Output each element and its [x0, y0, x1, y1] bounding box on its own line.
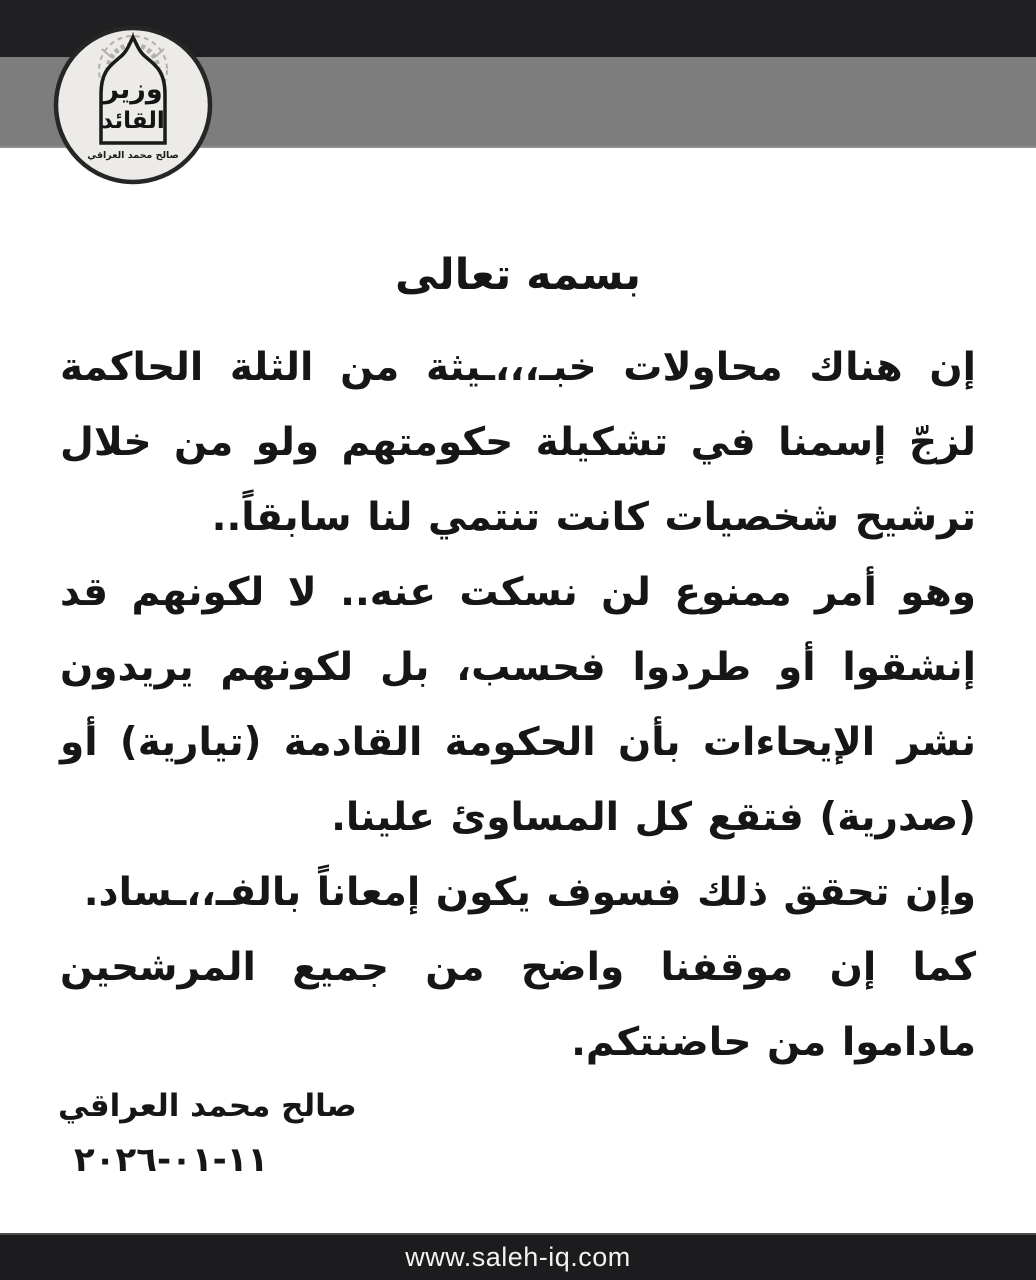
statement-paragraph: وهو أمر ممنوع لن نسكت عنه.. لا لكونهم قد إنشقوا أو طردوا فحسب، بل لكونهم يريدون نشر الإيحاءات بأن الحكومة القادمة (تيارية) أو (صدرية) فتقع كل المساوئ علينا.	[60, 570, 976, 840]
basmala-heading: بسمه تعالى	[395, 250, 641, 300]
logo-calligraphy-line2: القائد	[101, 108, 165, 134]
logo-calligraphy-line1: وزير	[103, 74, 163, 105]
statement-body	[60, 330, 976, 1080]
statement-paragraph: كما إن موقفنا واضح من جميع المرشحين ماداموا من حاضنتكم.	[60, 945, 976, 1065]
signature-name: صالح محمد العراقي	[58, 1088, 357, 1124]
signature-date: ١١-٠١-٢٠٢٦	[74, 1140, 269, 1180]
logo	[52, 24, 214, 186]
logo-owner-name: صالح محمد العراقي	[87, 150, 179, 161]
logo-emblem-icon	[52, 24, 214, 186]
statement-paragraph: وإن تحقق ذلك فسوف يكون إمعاناً بالفـ،،ـساد.	[83, 870, 976, 915]
statement-paragraph: إن هناك محاولات خبـ،،،ـيثة من الثلة الحاكمة لزجّ إسمنا في تشكيلة حكومتهم ولو من خلال ترشيح شخصيات كانت تنتمي لنا سابقاً..	[60, 345, 976, 540]
footer-website-text: www.saleh-iq.com	[405, 1242, 631, 1272]
footer-bar	[0, 1233, 1036, 1280]
